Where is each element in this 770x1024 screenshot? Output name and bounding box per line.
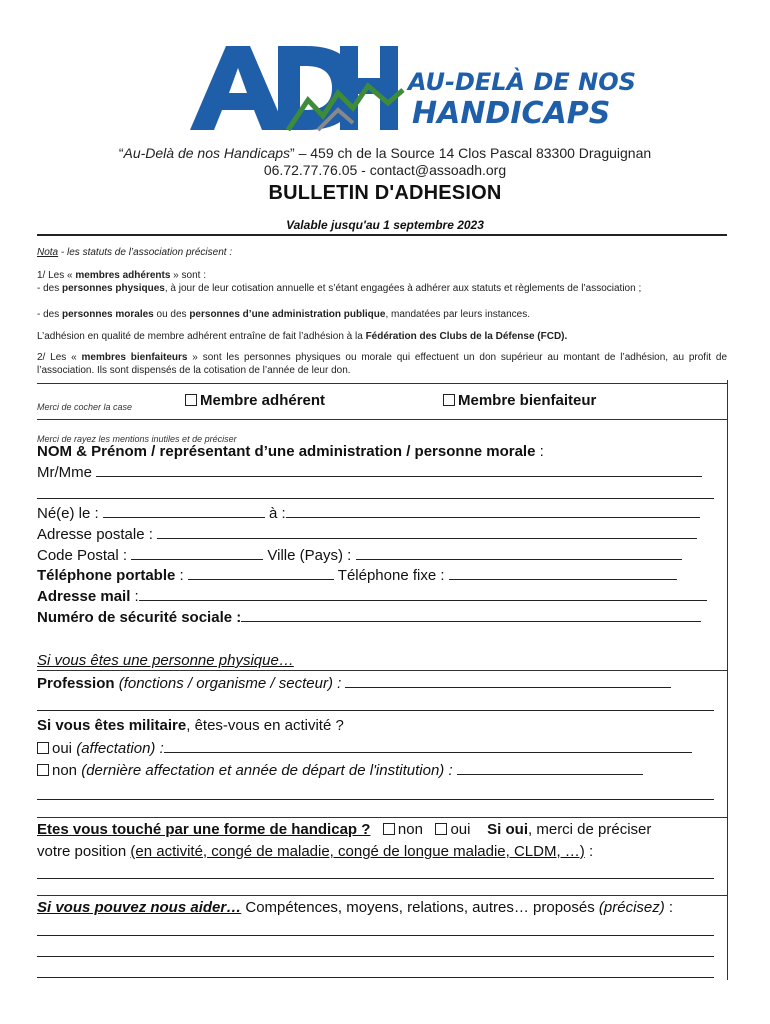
checkbox-military-no[interactable] [37, 764, 49, 776]
note-physical: - des personnes physiques, à jour de leur cotisation annuelle et s’étant engagées à adhérer aux statuts et règlements de l’association ; [37, 283, 642, 294]
option-adherent[interactable]: Membre adhérent [185, 392, 325, 409]
help-divider [37, 895, 727, 896]
validity-date: Valable jusqu'au 1 septembre 2023 [286, 218, 484, 232]
last-assignment-line-2[interactable] [37, 799, 714, 800]
email-field[interactable] [139, 588, 707, 601]
notes-divider [37, 383, 727, 384]
name-label: NOM & Prénom / représentant d’une administration / personne morale : [37, 443, 544, 460]
military-no-row: non (dernière affectation et année de départ de l'institution) : [37, 762, 727, 779]
logo-tagline-1: AU-DELÀ DE NOS [408, 68, 636, 96]
form-right-border [727, 380, 728, 980]
checkbox-bienfaiteur[interactable] [443, 394, 455, 406]
nota-line: Nota - les statuts de l’association précisent : [37, 247, 233, 258]
address-field[interactable] [157, 526, 697, 539]
page-title: BULLETIN D'ADHESION [268, 182, 502, 204]
name-field-line-2[interactable] [37, 498, 714, 499]
help-field-1[interactable] [37, 935, 714, 936]
birthplace-field[interactable] [286, 505, 700, 518]
option-bienfaiteur[interactable]: Membre bienfaiteur [443, 392, 596, 409]
phone-row: Téléphone portable : Téléphone fixe : [37, 567, 727, 584]
handicap-divider [37, 817, 727, 818]
title-divider [37, 234, 727, 236]
assignment-field[interactable] [164, 740, 692, 753]
note-adherents: 1/ Les « membres adhérents » sont : [37, 270, 206, 281]
adh-logo [188, 38, 636, 138]
postal-field[interactable] [131, 547, 263, 560]
org-name: Au-Delà de nos Handicaps [123, 145, 291, 161]
mr-mme-row: Mr/Mme [37, 464, 727, 481]
address-row: Adresse postale : [37, 526, 727, 543]
city-field[interactable] [356, 547, 682, 560]
handicap-position-row: votre position (en activité, congé de maladie, congé de longue maladie, CLDM, …) : [37, 843, 594, 860]
note-moral: - des personnes morales ou des personnes d’une administration publique, mandatées par leurs instances. [37, 309, 530, 320]
phone-field[interactable] [449, 567, 677, 580]
checkbox-handicap-no[interactable] [383, 823, 395, 835]
mobile-field[interactable] [188, 567, 334, 580]
postal-row: Code Postal : Ville (Pays) : [37, 547, 727, 564]
ssn-row: Numéro de sécurité sociale : [37, 609, 727, 626]
logo-tagline-2: HANDICAPS [412, 96, 611, 131]
profession-row: Profession (fonctions / organisme / secteur) : [37, 675, 727, 692]
profession-field-line-2[interactable] [37, 710, 714, 711]
birth-row: Né(e) le : à : [37, 505, 727, 522]
help-field-2[interactable] [37, 956, 714, 957]
checkbox-adherent[interactable] [185, 394, 197, 406]
membership-divider [37, 419, 727, 420]
physical-divider [37, 670, 727, 671]
checkbox-military-yes[interactable] [37, 742, 49, 754]
military-yes-row: oui (affectation) : [37, 740, 727, 757]
help-field-3[interactable] [37, 977, 714, 978]
org-address: “Au-Delà de nos Handicaps” – 459 ch de la Source 14 Clos Pascal 83300 Draguignan [118, 145, 652, 161]
checkbox-hint: Merci de cocher la case [37, 402, 133, 412]
physical-intro: Si vous êtes une personne physique… [37, 652, 294, 669]
ssn-field[interactable] [241, 609, 701, 622]
org-contact: 06.72.77.76.05 - contact@assoadh.org [263, 162, 507, 178]
profession-field[interactable] [345, 675, 671, 688]
logo-graphic [188, 38, 636, 138]
strike-hint: Merci de rayez les mentions inutiles et de préciser [37, 434, 237, 444]
birthdate-field[interactable] [103, 505, 265, 518]
military-row: Si vous êtes militaire, êtes-vous en activité ? [37, 717, 344, 734]
note-benefactors: 2/ Les « membres bienfaiteurs » sont les personnes physiques ou morale qui effectuent un don supérieur au montant de l’adhésion, au profit de l’association. Ils sont dispensés de la cotisation de l’année de leur don. [37, 352, 728, 376]
checkbox-handicap-yes[interactable] [435, 823, 447, 835]
help-row: Si vous pouvez nous aider… Compétences, moyens, relations, autres… proposés (précisez) : [37, 899, 674, 916]
note-fcd: L’adhésion en qualité de membre adhérent entraîne de fait l’adhésion à la Fédération des Clubs de la Défense (FCD). [37, 331, 568, 342]
handicap-field[interactable] [37, 878, 714, 879]
last-assignment-field[interactable] [457, 762, 643, 775]
handicap-question-row: Etes vous touché par une forme de handicap ? non oui Si oui, merci de préciser [37, 821, 652, 838]
email-row: Adresse mail : [37, 588, 727, 605]
name-field[interactable] [96, 464, 702, 477]
